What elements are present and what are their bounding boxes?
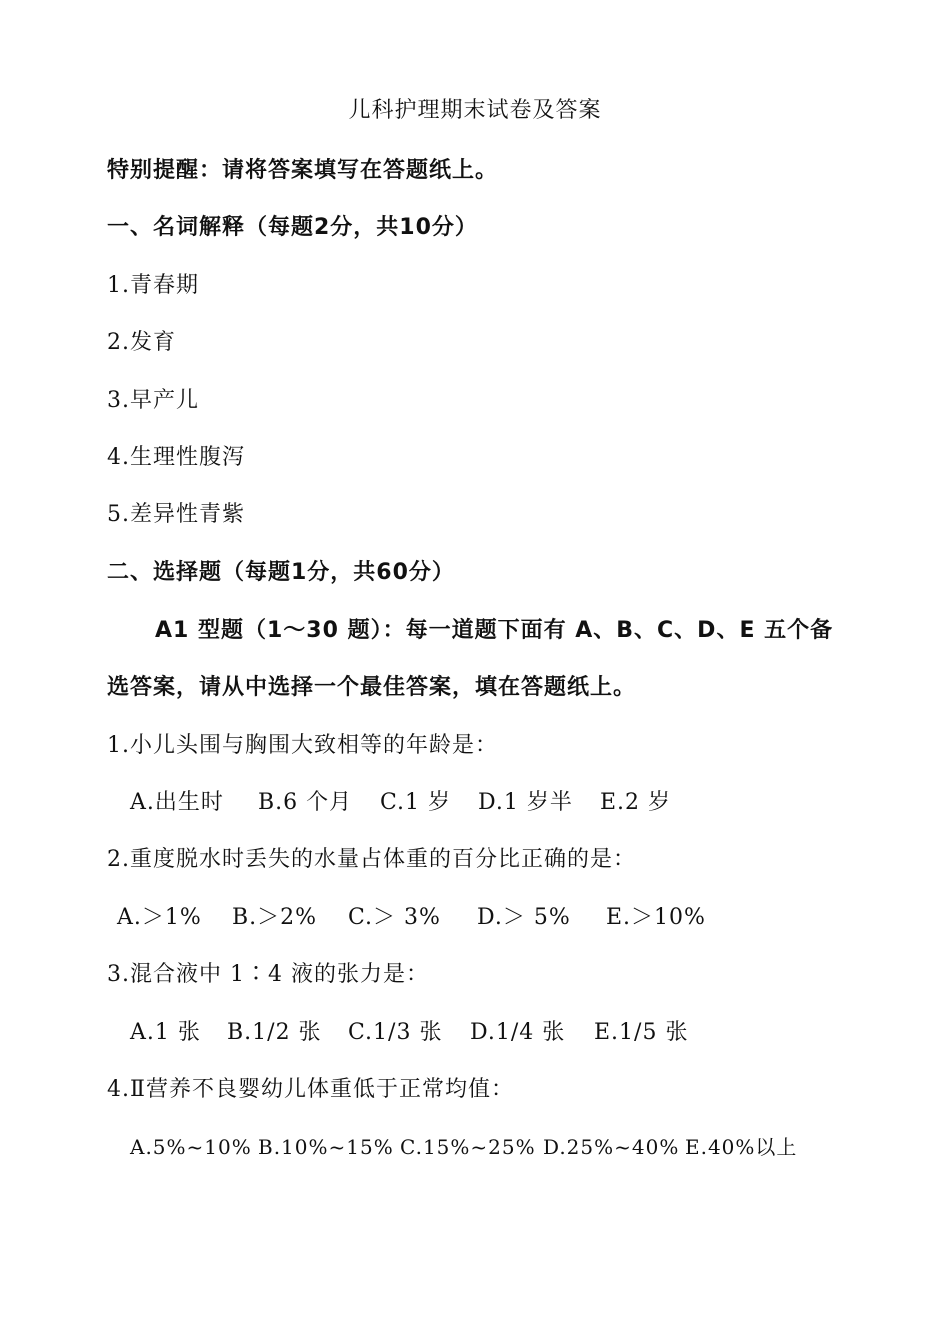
- section2-instruction-cont: 选答案，请从中选择一个最佳答案，填在答题纸上。: [107, 675, 637, 700]
- section2-heading: 二、选择题（每题1分，共60分）: [107, 560, 455, 585]
- option: E.＞10%: [606, 905, 706, 930]
- section2-instruction: A1 型题（1～30 题）：每一道题下面有 A、B、C、D、E 五个备: [155, 618, 834, 643]
- option: E.1/5 张: [594, 1020, 689, 1045]
- term-item: 5.差异性青紫: [107, 502, 245, 527]
- question-stem: 1.小儿头围与胸围大致相等的年龄是：: [107, 733, 498, 758]
- option: C.1/3 张: [348, 1020, 443, 1045]
- option: A.＞1%: [117, 905, 202, 930]
- option: C.15%~25%: [400, 1135, 536, 1159]
- option: A.5%~10%: [130, 1135, 252, 1159]
- term-item: 4.生理性腹泻: [107, 445, 245, 470]
- term-item: 2.发育: [107, 330, 176, 355]
- option: D.＞ 5%: [477, 905, 571, 930]
- option: D.1 岁半: [478, 790, 573, 815]
- option: D.25%~40%: [543, 1135, 680, 1159]
- option: A.1 张: [130, 1020, 201, 1045]
- document-title: 儿科护理期末试卷及答案: [348, 98, 602, 123]
- option: C.＞ 3%: [348, 905, 441, 930]
- question-stem: 4.Ⅱ营养不良婴幼儿体重低于正常均值：: [107, 1077, 514, 1102]
- option: E.2 岁: [600, 790, 672, 815]
- option: B.1/2 张: [227, 1020, 322, 1045]
- option: B.10%~15%: [258, 1135, 394, 1159]
- option: B.6 个月: [258, 790, 353, 815]
- option: B.＞2%: [232, 905, 318, 930]
- question-stem: 2.重度脱水时丢失的水量占体重的百分比正确的是：: [107, 847, 636, 872]
- section1-heading: 一、名词解释（每题2分，共10分）: [107, 215, 478, 240]
- option: E.40%以上: [685, 1135, 798, 1159]
- option: D.1/4 张: [470, 1020, 566, 1045]
- term-item: 3.早产儿: [107, 388, 199, 413]
- option: C.1 岁: [380, 790, 452, 815]
- question-stem: 3.混合液中 1∶4 液的张力是：: [107, 962, 429, 987]
- notice: 特别提醒：请将答案填写在答题纸上。: [107, 158, 499, 183]
- term-item: 1.青春期: [107, 273, 199, 298]
- option: A.出生时: [130, 790, 224, 815]
